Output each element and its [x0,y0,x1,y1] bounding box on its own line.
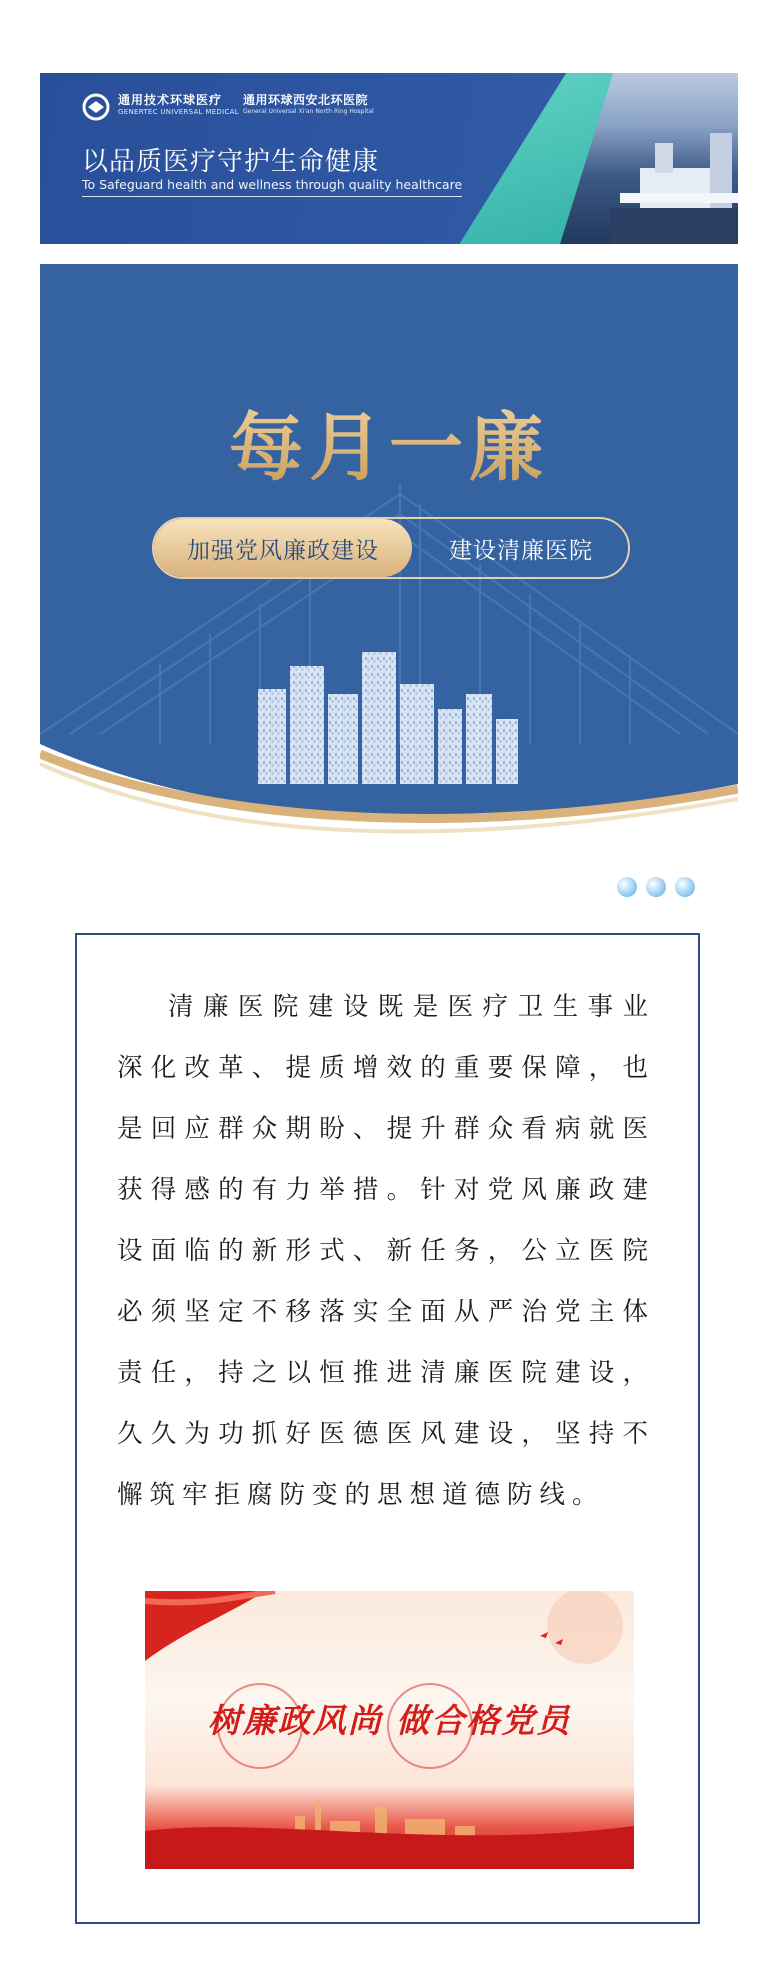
hero-banner [40,264,738,834]
content-card [75,933,700,1924]
dot-icon [646,877,666,897]
dot-icon [617,877,637,897]
poster-slogan: 树廉政风尚 做合格党员 [207,1701,572,1740]
pill-right-label: 建设清廉医院 [449,537,593,564]
logo-icon [82,93,110,121]
hero-title: 每月一廉 [40,389,738,495]
hospital-name-cn: 通用环球西安北环医院 [243,93,369,107]
decorative-dots [617,877,695,897]
org-name-cn: 通用技术环球医疗 [118,93,223,107]
dot-icon [675,877,695,897]
poster-image [145,1591,634,1869]
hospital-name-en: General Universal Xi'an North Ring Hospital [243,108,374,115]
header-banner [40,73,738,244]
header-slogan-en: To Safeguard health and wellness through quality healthcare [82,177,462,197]
city-skyline-graphic [40,264,738,834]
header-slogan-cn: 以品质医疗守护生命健康 [82,147,380,177]
body-paragraph: 清廉医院建设既是医疗卫生事业深化改革、提质增效的重要保障，也是回应群众期盼、提升群众看病就医获得感的有力举措。针对党风廉政建设面临的新形式、新任务，公立医院必须坚定不移落实全面从严治党主体责任，持之以恒推进清廉医院建设，久久为功抓好医德医风建设，坚持不懈筑牢拒腐防变的思想道德防线。 [117,992,655,1510]
pill-left-label: 加强党风廉政建设 [154,519,412,577]
org-name-en: GENERTEC UNIVERSAL MEDICAL [118,108,239,116]
